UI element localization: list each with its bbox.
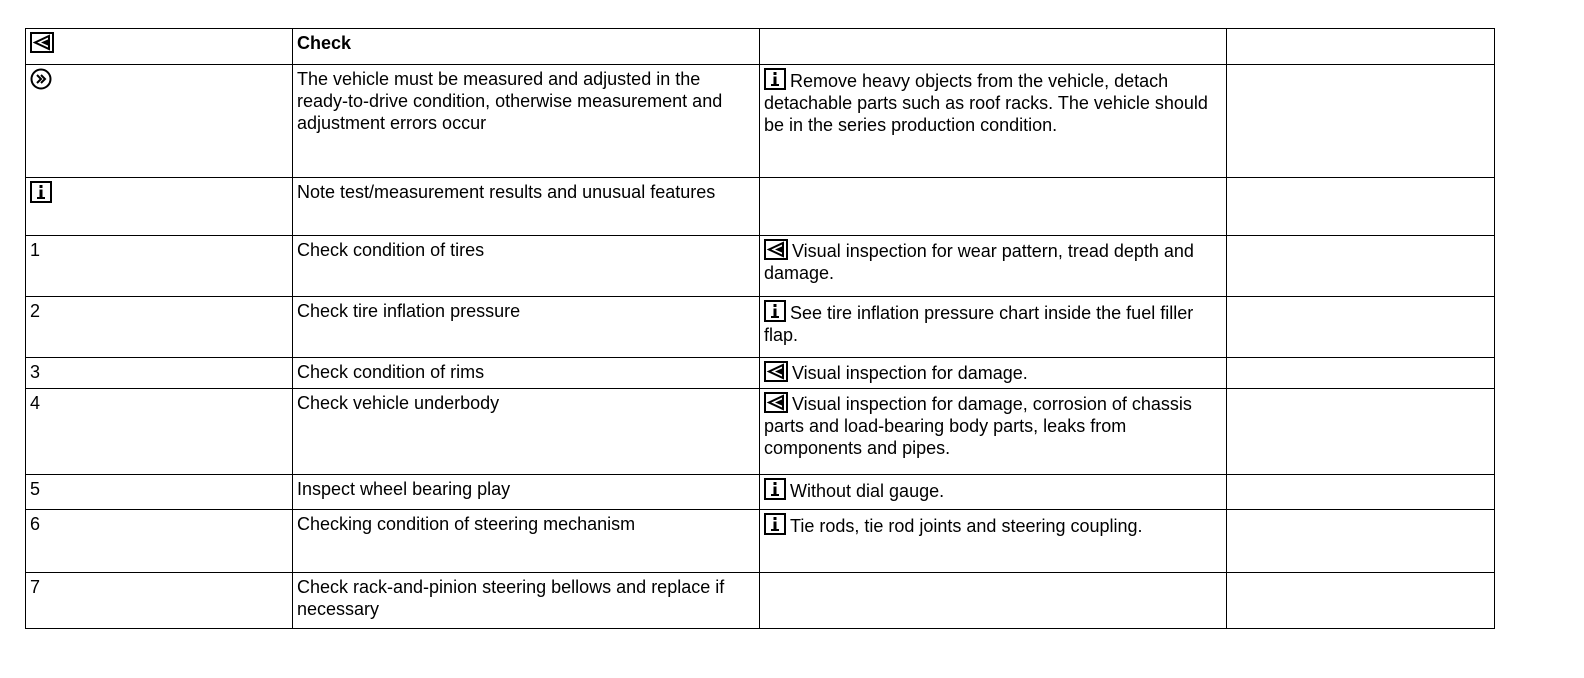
header-icon-cell — [26, 29, 293, 65]
table-header-row — [26, 29, 1495, 65]
table-row — [26, 297, 1495, 358]
table-row — [26, 358, 1495, 389]
info-icon — [30, 181, 52, 203]
visual-inspection-icon — [30, 32, 54, 53]
empty-cell — [1227, 65, 1495, 178]
header-title: Check — [293, 29, 760, 65]
note-cell — [760, 475, 1227, 510]
info-icon — [764, 68, 786, 90]
table-row — [26, 475, 1495, 510]
row-icon-cell — [26, 178, 293, 236]
empty-cell — [1227, 389, 1495, 475]
note-text: Without dial gauge. — [790, 481, 945, 501]
table-row — [26, 65, 1495, 178]
note-cell — [760, 178, 1227, 236]
note-text: Visual inspection for damage, corrosion of chassis parts and load-bearing body parts, leaks from components and pipes. — [764, 394, 1192, 458]
note-cell — [760, 65, 1227, 178]
task-text: Check condition of tires — [293, 236, 760, 297]
step-number: 4 — [26, 389, 293, 475]
empty-cell — [1227, 297, 1495, 358]
step-number: 1 — [26, 236, 293, 297]
task-text: Check condition of rims — [293, 358, 760, 389]
table-row — [26, 510, 1495, 573]
info-icon — [764, 478, 786, 500]
empty-cell — [1227, 178, 1495, 236]
task-text: Note test/measurement results and unusual features — [293, 178, 760, 236]
table-row — [26, 236, 1495, 297]
empty-cell — [1227, 573, 1495, 629]
table-row — [26, 389, 1495, 475]
note-cell — [760, 236, 1227, 297]
note-cell — [760, 297, 1227, 358]
info-icon — [764, 300, 786, 322]
note-text: Tie rods, tie rod joints and steering coupling. — [790, 516, 1143, 536]
task-text: Inspect wheel bearing play — [293, 475, 760, 510]
task-text: Check vehicle underbody — [293, 389, 760, 475]
step-number: 3 — [26, 358, 293, 389]
task-text: Checking condition of steering mechanism — [293, 510, 760, 573]
task-text: The vehicle must be measured and adjusted in the ready-to-drive condition, otherwise measurement and adjustment errors occur — [293, 65, 760, 178]
empty-cell — [1227, 236, 1495, 297]
header-empty-cell — [760, 29, 1227, 65]
caution-icon — [30, 68, 52, 90]
step-number: 6 — [26, 510, 293, 573]
step-number: 5 — [26, 475, 293, 510]
visual-inspection-icon — [764, 361, 788, 382]
empty-cell — [1227, 475, 1495, 510]
note-cell — [760, 573, 1227, 629]
inspection-checklist-table — [25, 28, 1495, 629]
note-cell — [760, 358, 1227, 389]
empty-cell — [1227, 510, 1495, 573]
visual-inspection-icon — [764, 239, 788, 260]
note-text: Remove heavy objects from the vehicle, detach detachable parts such as roof racks. The vehicle should be in the series production condition. — [764, 71, 1208, 135]
note-text: Visual inspection for wear pattern, tread depth and damage. — [764, 241, 1194, 283]
empty-cell — [1227, 358, 1495, 389]
info-icon — [764, 513, 786, 535]
task-text: Check rack-and-pinion steering bellows and replace if necessary — [293, 573, 760, 629]
step-number: 7 — [26, 573, 293, 629]
note-cell — [760, 389, 1227, 475]
note-text: Visual inspection for damage. — [792, 363, 1028, 383]
header-empty-cell — [1227, 29, 1495, 65]
table-row — [26, 178, 1495, 236]
step-number: 2 — [26, 297, 293, 358]
row-icon-cell — [26, 65, 293, 178]
table-row — [26, 573, 1495, 629]
note-text: See tire inflation pressure chart inside the fuel filler flap. — [764, 303, 1194, 345]
visual-inspection-icon — [764, 392, 788, 413]
note-cell — [760, 510, 1227, 573]
task-text: Check tire inflation pressure — [293, 297, 760, 358]
